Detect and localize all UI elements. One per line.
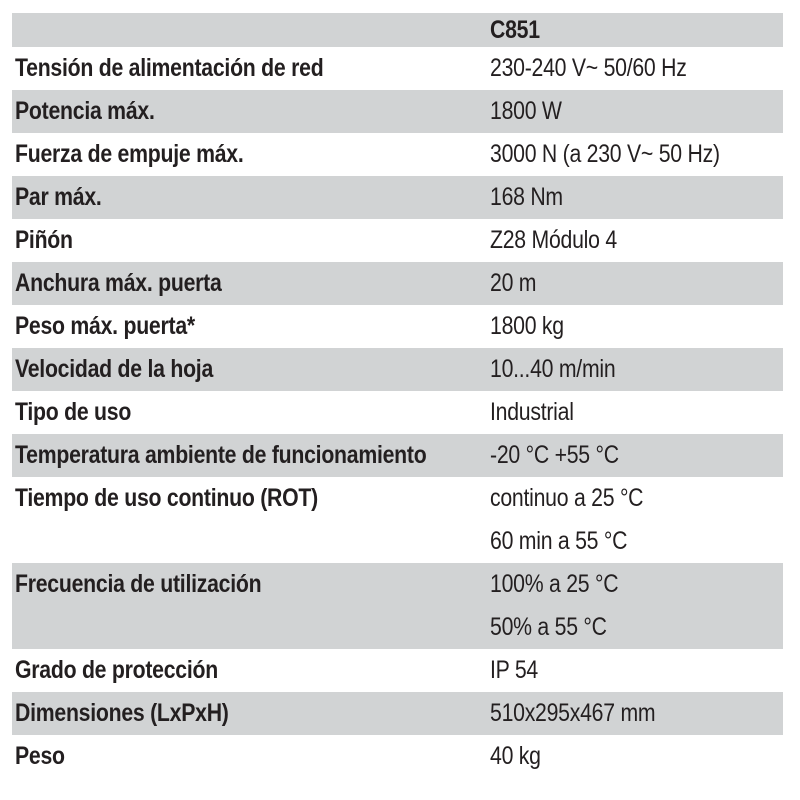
row-label-cell — [12, 176, 490, 219]
row-value-cell — [490, 692, 783, 735]
row-label: Tensión de alimentación de red — [15, 54, 324, 82]
row-value-cell — [490, 348, 783, 391]
header-model-cell — [490, 13, 783, 47]
row-label-cell — [12, 391, 490, 434]
row-label: Tiempo de uso continuo (ROT) — [15, 484, 318, 512]
table-row-tipo-uso — [12, 391, 783, 434]
row-value-line — [490, 262, 783, 305]
row-label-cell — [12, 133, 490, 176]
row-value: -20 °C +55 °C — [490, 441, 619, 469]
row-label: Peso máx. puerta* — [15, 312, 195, 340]
row-value-line-2: 60 min a 55 °C — [490, 527, 628, 555]
row-value-line — [490, 692, 783, 735]
row-value: IP 54 — [490, 656, 538, 684]
row-label-cell — [12, 305, 490, 348]
row-label: Grado de protección — [15, 656, 218, 684]
row-value-line — [490, 348, 783, 391]
spec-table — [12, 13, 783, 778]
row-value-line — [490, 305, 783, 348]
row-value-cell — [490, 649, 783, 692]
table-row-velocidad — [12, 348, 783, 391]
table-row-frecuencia — [12, 563, 783, 649]
row-value-line-2: 50% a 55 °C — [490, 613, 607, 641]
row-value-line — [490, 47, 783, 90]
row-label-cell — [12, 563, 490, 606]
row-value-line — [490, 90, 783, 133]
row-label-cell — [12, 262, 490, 305]
row-value-cell — [490, 735, 783, 778]
row-value-line — [490, 520, 783, 563]
row-value-line — [490, 563, 783, 606]
row-value-cell — [490, 133, 783, 176]
row-label: Anchura máx. puerta — [15, 269, 222, 297]
table-row-potencia — [12, 90, 783, 133]
row-label-cell — [12, 649, 490, 692]
row-value-cell — [490, 90, 783, 133]
row-label: Frecuencia de utilización — [15, 570, 262, 598]
table-row-fuerza — [12, 133, 783, 176]
table-header-row — [12, 13, 783, 47]
row-value-line — [490, 176, 783, 219]
table-row-peso — [12, 735, 783, 778]
table-row-anchura — [12, 262, 783, 305]
row-value: 20 m — [490, 269, 537, 297]
row-label: Peso — [15, 742, 65, 770]
row-label-cell — [12, 434, 490, 477]
row-value-line-1: 100% a 25 °C — [490, 570, 619, 598]
table-row-tension — [12, 47, 783, 90]
row-label: Tipo de uso — [15, 398, 132, 426]
row-label-cell — [12, 692, 490, 735]
row-label: Temperatura ambiente de funcionamiento — [15, 441, 427, 469]
row-value-cell — [490, 305, 783, 348]
row-value: Z28 Módulo 4 — [490, 226, 617, 254]
table-row-tiempo-uso — [12, 477, 783, 563]
row-value-line-1: continuo a 25 °C — [490, 484, 644, 512]
row-label-cell — [12, 348, 490, 391]
row-value: 510x295x467 mm — [490, 699, 656, 727]
row-value: 10...40 m/min — [490, 355, 616, 383]
table-row-temperatura — [12, 434, 783, 477]
row-label: Potencia máx. — [15, 97, 155, 125]
row-value-cell — [490, 262, 783, 305]
row-label-cell — [12, 219, 490, 262]
row-value: 1800 W — [490, 97, 562, 125]
row-label-cell — [12, 735, 490, 778]
row-value-line — [490, 133, 783, 176]
row-value: 168 Nm — [490, 183, 563, 211]
row-value-cell — [490, 434, 783, 477]
row-value: 3000 N (a 230 V~ 50 Hz) — [490, 140, 720, 168]
row-value-line — [490, 219, 783, 262]
table-row-dimensiones — [12, 692, 783, 735]
row-value-cell — [490, 477, 783, 563]
row-value: 40 kg — [490, 742, 541, 770]
row-label-cell — [12, 47, 490, 90]
row-value-line — [490, 606, 783, 649]
row-label-cell — [12, 90, 490, 133]
row-value-line — [490, 434, 783, 477]
header-model-line — [490, 13, 783, 47]
model-name: C851 — [490, 15, 540, 44]
row-value: Industrial — [490, 398, 574, 426]
row-value-cell — [490, 219, 783, 262]
row-value-cell — [490, 391, 783, 434]
row-label: Fuerza de empuje máx. — [15, 140, 244, 168]
row-label: Velocidad de la hoja — [15, 355, 214, 383]
row-value: 1800 kg — [490, 312, 564, 340]
row-label: Dimensiones (LxPxH) — [15, 699, 229, 727]
table-row-par — [12, 176, 783, 219]
row-value-line — [490, 391, 783, 434]
table-row-grado — [12, 649, 783, 692]
header-empty-cell — [12, 13, 490, 47]
row-label-cell — [12, 477, 490, 520]
table-row-pinon — [12, 219, 783, 262]
row-value-cell — [490, 47, 783, 90]
row-label: Par máx. — [15, 183, 102, 211]
row-label: Piñón — [15, 226, 73, 254]
row-value-line — [490, 477, 783, 520]
row-value-line — [490, 735, 783, 778]
row-value-cell — [490, 563, 783, 649]
row-value-cell — [490, 176, 783, 219]
row-value-line — [490, 649, 783, 692]
table-row-peso-puerta — [12, 305, 783, 348]
row-value: 230-240 V~ 50/60 Hz — [490, 54, 687, 82]
